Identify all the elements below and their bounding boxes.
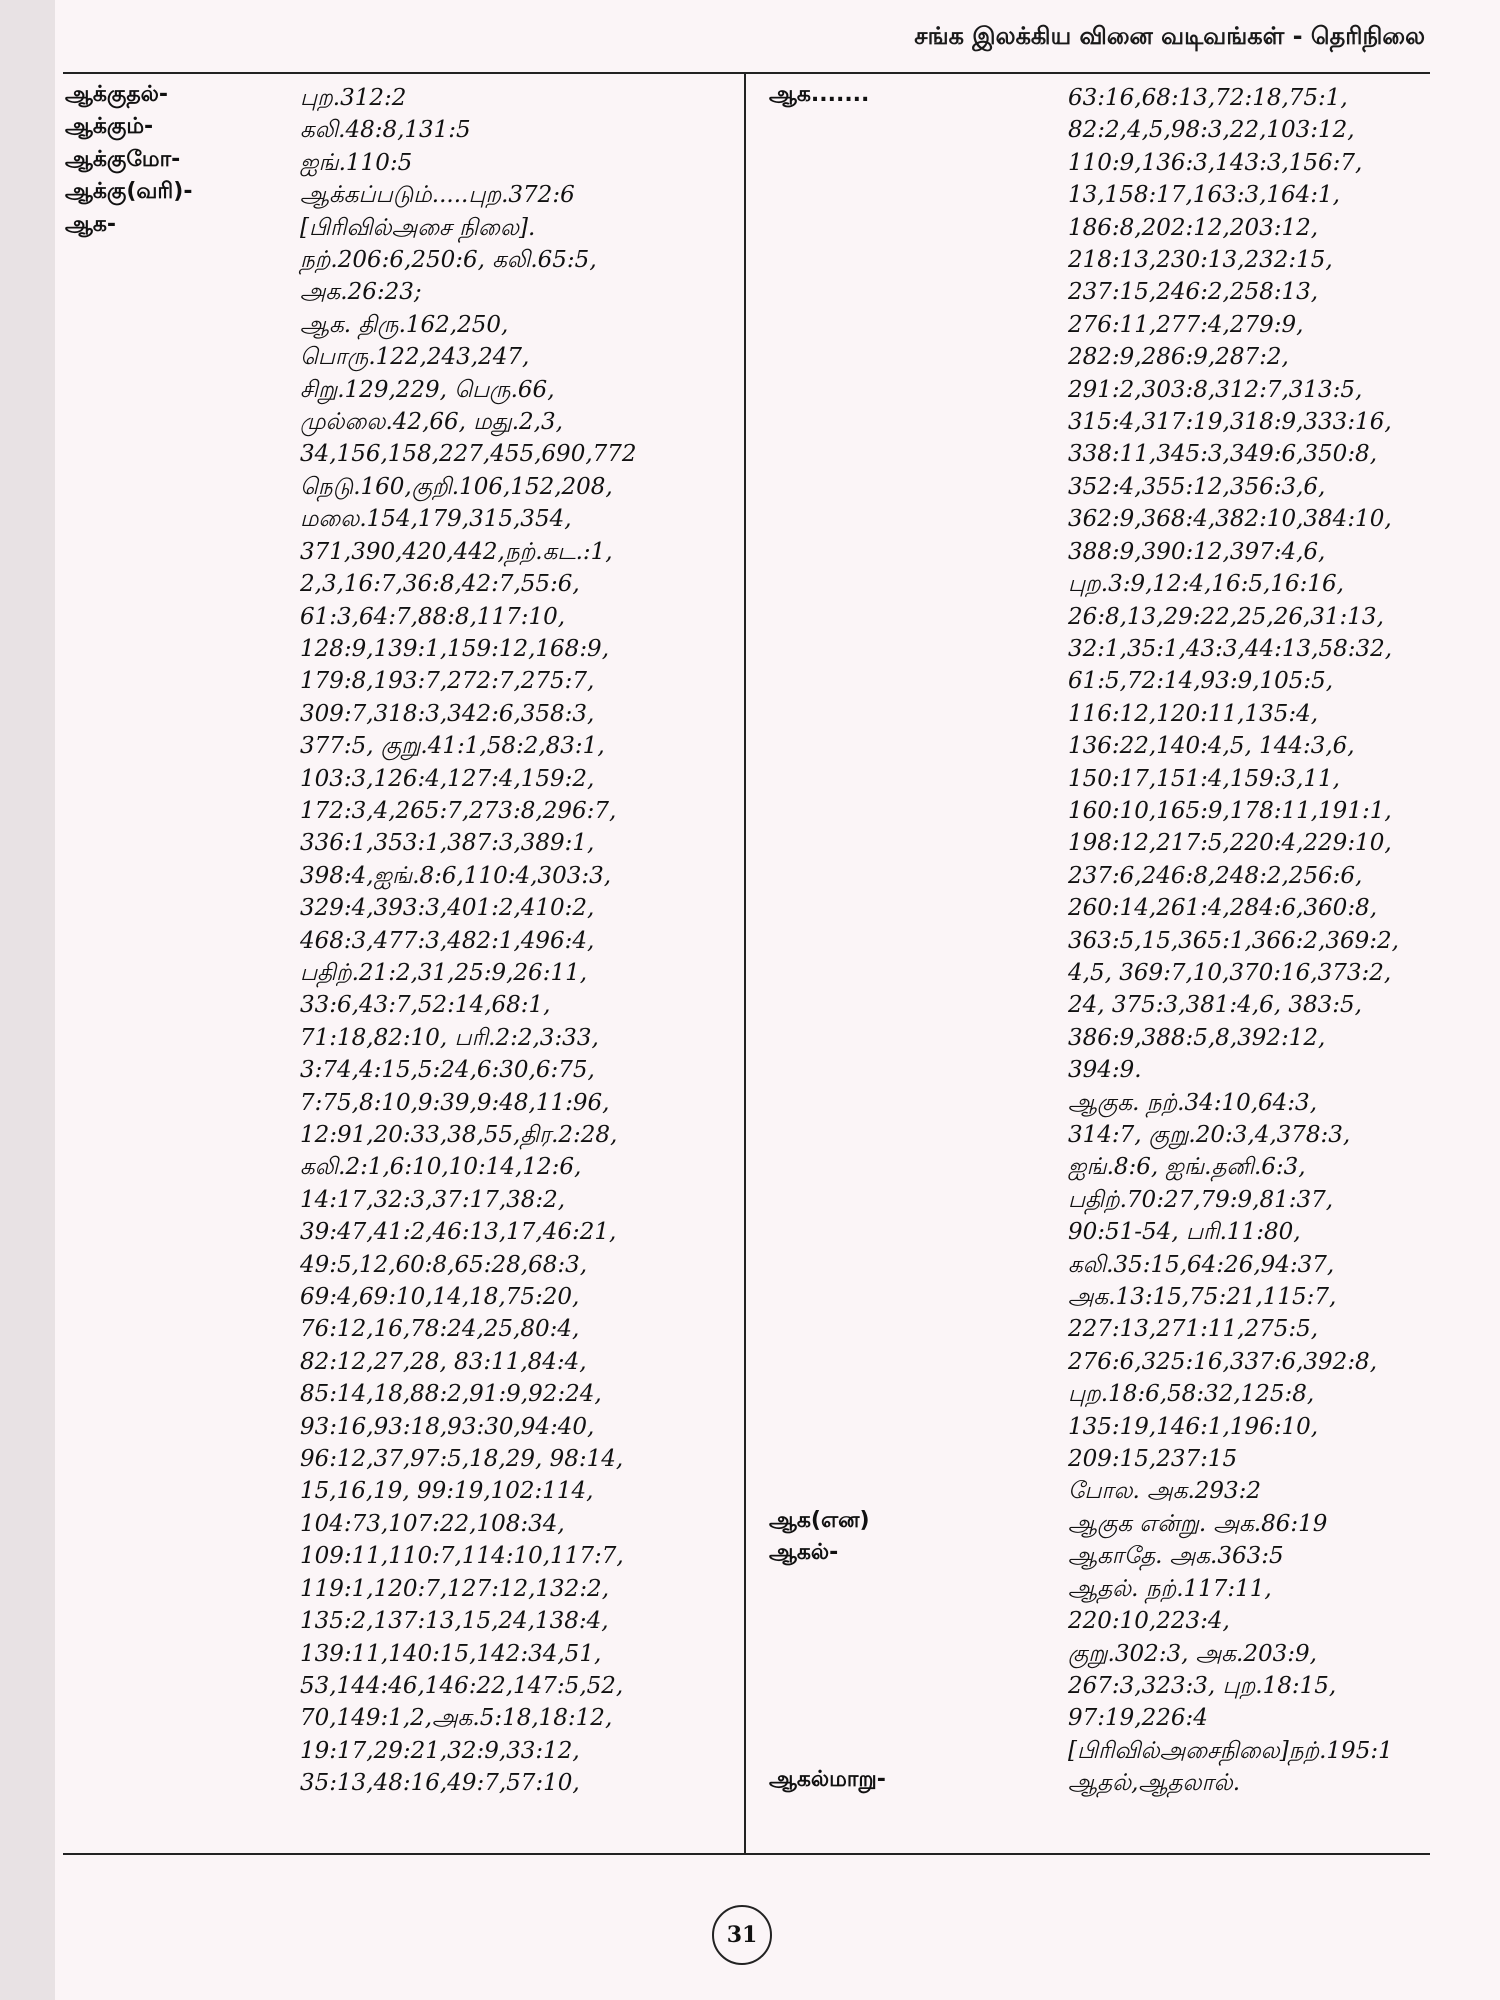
reference-line: 338:11,345:3,349:6,350:8, [1068, 441, 1378, 468]
reference-line: 237:15,246:2,258:13, [1068, 279, 1319, 306]
reference-line: 362:9,368:4,382:10,384:10, [1068, 506, 1392, 533]
reference-line: 172:3,4,265:7,273:8,296:7, [300, 797, 617, 824]
entry-headword: ஆக்குதல்- [65, 82, 169, 107]
entry-headword: ஆக....... [769, 82, 870, 107]
entry-headword: ஆக(என) [769, 1507, 870, 1533]
reference-line: 71:18,82:10, பரி.2:2,3:33, [300, 1024, 599, 1051]
reference-line: 110:9,136:3,143:3,156:7, [1068, 149, 1363, 176]
reference-line: 96:12,37,97:5,18,29, 98:14, [300, 1446, 624, 1473]
reference-line: 82:2,4,5,98:3,22,103:12, [1068, 117, 1355, 144]
reference-line: 468:3,477:3,482:1,496:4, [300, 927, 595, 954]
reference-line: 35:13,48:16,49:7,57:10, [300, 1770, 580, 1797]
reference-line: 128:9,139:1,159:12,168:9, [300, 635, 610, 662]
reference-line: 24, 375:3,381:4,6, 383:5, [1068, 992, 1362, 1019]
reference-line: 363:5,15,365:1,366:2,369:2, [1068, 927, 1399, 954]
reference-line: புற.312:2 [300, 85, 407, 111]
index-entry [763, 1767, 1463, 1799]
reference-line: 2,3,16:7,36:8,42:7,55:6, [300, 571, 580, 598]
index-entry [65, 212, 735, 1800]
reference-line: 386:9,388:5,8,392:12, [1068, 1024, 1326, 1051]
right-column [763, 82, 1463, 1800]
column-divider [744, 73, 746, 1853]
reference-line: 109:11,110:7,114:10,117:7, [300, 1543, 624, 1570]
reference-line: 3:74,4:15,5:24,6:30,6:75, [300, 1057, 595, 1084]
reference-line: 218:13,230:13,232:15, [1068, 247, 1333, 274]
index-entry [65, 179, 735, 211]
reference-line: 82:12,27,28, 83:11,84:4, [300, 1348, 587, 1375]
reference-line: 276:6,325:16,337:6,392:8, [1068, 1348, 1378, 1375]
left-column [65, 82, 735, 1800]
reference-line: 139:11,140:15,142:34,51, [300, 1640, 602, 1667]
reference-line: நெடு.160,குறி.106,152,208, [300, 473, 613, 500]
running-header: சங்க இலக்கிய வினை வடிவங்கள் - தெரிநிலை [914, 22, 1425, 50]
reference-line: 135:2,137:13,15,24,138:4, [300, 1608, 609, 1635]
reference-line: 260:14,261:4,284:6,360:8, [1068, 895, 1378, 922]
reference-line: கலி.2:1,6:10,10:14,12:6, [300, 1154, 582, 1181]
reference-line: 336:1,353:1,387:3,389:1, [300, 830, 595, 857]
reference-line: 371,390,420,442,நற்.கட.:1, [300, 538, 613, 565]
reference-line: 135:19,146:1,196:10, [1068, 1413, 1319, 1440]
reference-line: 267:3,323:3, புற.18:15, [1068, 1672, 1337, 1699]
reference-line: 160:10,165:9,178:11,191:1, [1068, 797, 1392, 824]
entry-headword: ஆகல்மாறு- [769, 1767, 886, 1793]
reference-line: 179:8,193:7,272:7,275:7, [300, 668, 595, 695]
bottom-rule [63, 1853, 1430, 1855]
reference-line: 136:22,140:4,5, 144:3,6, [1068, 733, 1355, 760]
reference-line: புற.3:9,12:4,16:5,16:16, [1068, 571, 1344, 598]
reference-line: 49:5,12,60:8,65:28,68:3, [300, 1251, 588, 1278]
reference-line: ஆக்கப்படும்.....புற.372:6 [300, 182, 575, 209]
reference-line: நற்.206:6,250:6, கலி.65:5, [300, 247, 597, 274]
reference-line: 119:1,120:7,127:12,132:2, [300, 1575, 610, 1602]
dictionary-page [55, 0, 1500, 2000]
reference-line: 394:9. [1068, 1057, 1142, 1084]
reference-line: அக.26:23; [300, 279, 422, 306]
reference-line: பதிற்.21:2,31,25:9,26:11, [300, 959, 588, 986]
reference-line: 220:10,223:4, [1068, 1608, 1230, 1635]
index-entry [763, 1087, 1463, 1508]
reference-line: 14:17,32:3,37:17,38:2, [300, 1186, 566, 1213]
reference-line: 104:73,107:22,108:34, [300, 1510, 565, 1537]
reference-line: 186:8,202:12,203:12, [1068, 214, 1319, 241]
reference-line: 26:8,13,29:22,25,26,31:13, [1068, 603, 1384, 630]
reference-line: 76:12,16,78:24,25,80:4, [300, 1316, 580, 1343]
reference-line: 32:1,35:1,43:3,44:13,58:32, [1068, 635, 1393, 662]
reference-line: சிறு.129,229, பெரு.66, [300, 376, 555, 403]
reference-line: ஆதல். நற்.117:11, [1068, 1575, 1272, 1602]
entry-headword: ஆக- [65, 211, 117, 237]
reference-line: 63:16,68:13,72:18,75:1, [1068, 85, 1348, 111]
index-entry [763, 1540, 1463, 1767]
reference-line: 329:4,393:3,401:2,410:2, [300, 895, 595, 922]
reference-line: 93:16,93:18,93:30,94:40, [300, 1413, 595, 1440]
reference-line: 69:4,69:10,14,18,75:20, [300, 1284, 580, 1311]
reference-line: 33:6,43:7,52:14,68:1, [300, 992, 551, 1019]
reference-line: ஐங்.110:5 [300, 149, 413, 176]
reference-line: 15,16,19, 99:19,102:114, [300, 1478, 594, 1505]
entry-headword: ஆக்கு(வரி)- [65, 179, 193, 205]
reference-line: 97:19,226:4 [1068, 1705, 1208, 1732]
reference-line: 70,149:1,2,அக.5:18,18:12, [300, 1705, 613, 1732]
top-rule [63, 72, 1430, 74]
reference-line: 39:47,41:2,46:13,17,46:21, [300, 1219, 617, 1246]
reference-line: போல. அக.293:2 [1068, 1478, 1262, 1505]
reference-line: 61:5,72:14,93:9,105:5, [1068, 668, 1334, 695]
reference-line: 7:75,8:10,9:39,9:48,11:96, [300, 1089, 610, 1116]
reference-line: பொரு.122,243,247, [300, 344, 530, 371]
reference-line: 53,144:46,146:22,147:5,52, [300, 1672, 624, 1699]
index-entry [65, 147, 735, 179]
reference-line: 19:17,29:21,32:9,33:12, [300, 1737, 580, 1764]
reference-line: 85:14,18,88:2,91:9,92:24, [300, 1381, 602, 1408]
reference-line: [பிரிவில்அசை நிலை]. [300, 214, 536, 241]
reference-line: ஆகுக. நற்.34:10,64:3, [1068, 1089, 1318, 1116]
reference-line: 398:4,ஐங்.8:6,110:4,303:3, [300, 862, 612, 889]
reference-line: கலி.48:8,131:5 [300, 117, 471, 144]
reference-line: 150:17,151:4,159:3,11, [1068, 765, 1340, 792]
reference-line: 352:4,355:12,356:3,6, [1068, 473, 1326, 500]
reference-line: ஆக. திரு.162,250, [300, 311, 509, 338]
index-entry [65, 114, 735, 146]
reference-line: 388:9,390:12,397:4,6, [1068, 538, 1326, 565]
reference-line: 61:3,64:7,88:8,117:10, [300, 603, 566, 630]
page-number: 31 [712, 1905, 772, 1965]
reference-line: 237:6,246:8,248:2,256:6, [1068, 862, 1363, 889]
reference-line: கலி.35:15,64:26,94:37, [1068, 1251, 1335, 1278]
reference-line: ஆகுக என்று. அக.86:19 [1068, 1510, 1328, 1537]
entry-headword: ஆக்கும்- [65, 114, 154, 140]
entry-headword: ஆக்குமோ- [65, 146, 181, 172]
reference-line: 90:51-54, பரி.11:80, [1068, 1219, 1301, 1246]
reference-line: 198:12,217:5,220:4,229:10, [1068, 830, 1392, 857]
reference-line: 209:15,237:15 [1068, 1446, 1238, 1473]
reference-line: 309:7,318:3,342:6,358:3, [300, 700, 595, 727]
reference-line: 227:13,271:11,275:5, [1068, 1316, 1319, 1343]
reference-line: 282:9,286:9,287:2, [1068, 344, 1289, 371]
entry-headword: ஆகல்- [769, 1540, 839, 1566]
reference-line: 291:2,303:8,312:7,313:5, [1068, 376, 1363, 403]
index-entry [763, 82, 1463, 1087]
index-entry [763, 1508, 1463, 1540]
reference-line: 276:11,277:4,279:9, [1068, 311, 1304, 338]
reference-line: அக.13:15,75:21,115:7, [1068, 1284, 1337, 1311]
reference-line: 13,158:17,163:3,164:1, [1068, 182, 1340, 209]
reference-line: 116:12,120:11,135:4, [1068, 700, 1319, 727]
reference-line: 12:91,20:33,38,55,திர.2:28, [300, 1122, 618, 1148]
reference-line: பதிற்.70:27,79:9,81:37, [1068, 1186, 1334, 1213]
reference-line: 377:5, குறு.41:1,58:2,83:1, [300, 733, 605, 760]
index-entry [65, 82, 735, 114]
reference-line: ஆதல்,ஆதலால். [1068, 1770, 1241, 1797]
reference-line: 34,156,158,227,455,690,772 [300, 441, 637, 468]
reference-line: ஆகாதே. அக.363:5 [1068, 1543, 1284, 1570]
reference-line: 315:4,317:19,318:9,333:16, [1068, 409, 1392, 436]
reference-line: புற.18:6,58:32,125:8, [1068, 1381, 1315, 1408]
reference-line: முல்லை.42,66, மது.2,3, [300, 409, 563, 436]
reference-line: 314:7, குறு.20:3,4,378:3, [1068, 1122, 1351, 1148]
reference-line: குறு.302:3, அக.203:9, [1068, 1640, 1317, 1667]
reference-line: [பிரிவில்அசைநிலை]நற்.195:1 [1068, 1737, 1393, 1764]
reference-line: ஐங்.8:6, ஐங்.தனி.6:3, [1068, 1154, 1306, 1181]
reference-line: மலை.154,179,315,354, [300, 506, 572, 533]
reference-line: 4,5, 369:7,10,370:16,373:2, [1068, 959, 1392, 986]
reference-line: 103:3,126:4,127:4,159:2, [300, 765, 595, 792]
